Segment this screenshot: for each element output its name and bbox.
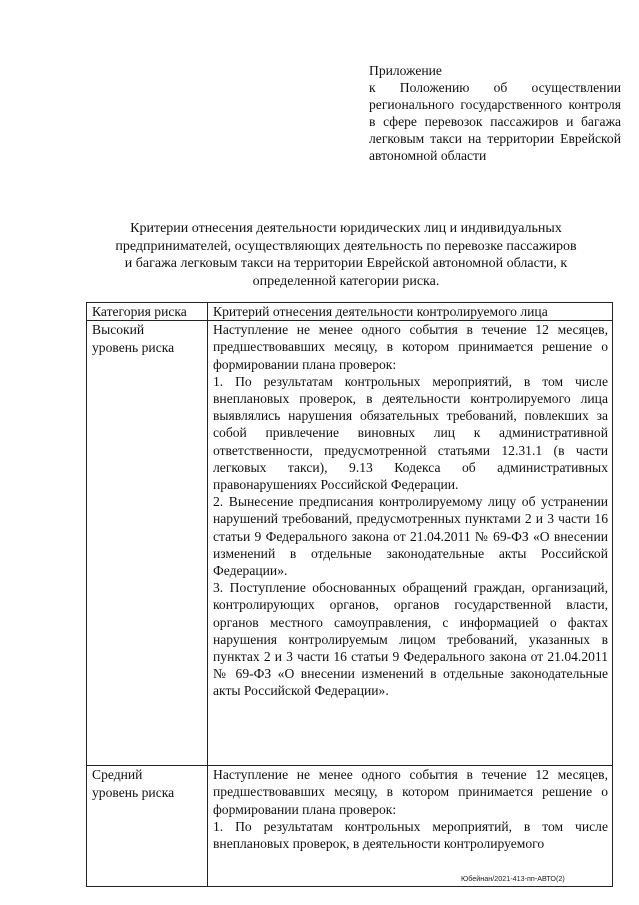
appendix-heading: Приложение bbox=[369, 63, 442, 78]
document-footer-code: Юбейнан/2021-413-пп-АВТО(2) bbox=[461, 874, 565, 883]
document-title bbox=[86, 220, 606, 290]
risk-category-cell bbox=[87, 766, 208, 887]
criterion-intro: Наступление не менее одного события в течение 12 месяцев, предшествовавших месяцу, в котором принимается решение о формировании плана проверок: bbox=[213, 767, 608, 817]
risk-category-cell bbox=[87, 321, 208, 766]
header-criterion: Критерий отнесения деятельности контролируемого лица bbox=[208, 303, 613, 321]
table-row bbox=[87, 321, 613, 766]
table-row bbox=[87, 766, 613, 887]
criterion-item: 3. Поступление обоснованных обращений граждан, организаций, контролирующих органов, органов государственной власти, органов местного самоуправления, с информацией о фактах нарушения контролируемым лицом требований, указанных в пунктах 2 и 3 части 16 статьи 9 Федерального закона от 21.04.2011 № 69-ФЗ «О внесении изменений в отдельные законодательные акты Российской Федерации». bbox=[213, 580, 608, 699]
appendix-text: к Положению об осуществлении регионального государственного контроля в сфере перевозок пассажиров и багажа легковым такси на территории Еврейской автономной области bbox=[369, 80, 621, 163]
header-category: Категория риска bbox=[87, 303, 208, 321]
criterion-item: 2. Вынесение предписания контролируемому лицу об устранении нарушений требований, предусмотренных пунктами 2 и 3 части 16 статьи 9 Федерального закона от 21.04.2011 № 69-ФЗ «О внесении изменений в отдельные законодательные акты Российской Федерации». bbox=[213, 494, 608, 579]
criterion-cell bbox=[208, 766, 613, 887]
risk-category-line: уровень риска bbox=[92, 339, 175, 355]
risk-category-line: Средний bbox=[92, 767, 143, 783]
criterion-item: 1. По результатам контрольных мероприятий, в том числе внеплановых проверок, в деятельности контролируемого bbox=[213, 818, 608, 852]
appendix-block bbox=[369, 62, 621, 164]
table-header-row bbox=[87, 303, 613, 321]
title-line: определенной категории риска. bbox=[252, 273, 440, 289]
title-line: и багажа легковым такси на территории Еврейской автономной области, к bbox=[124, 256, 568, 271]
risk-category-line: Высокий bbox=[92, 322, 145, 338]
criterion-item: 1. По результатам контрольных мероприятий, в том числе внеплановых проверок, в деятельности контролируемого лица выявлялись нарушения обязательных требований, повлекших за собой привлечение виновных лиц к административной ответственности, предусмотренной статьями 12.31.1 (в части легковых такси), 9.13 Кодекса об административных правонарушениях Российской Федерации. bbox=[213, 373, 608, 493]
risk-category-line: уровень риска bbox=[92, 784, 175, 800]
criteria-table bbox=[86, 302, 613, 887]
title-line: предпринимателей, осуществляющих деятельность по перевозке пассажиров bbox=[115, 238, 577, 254]
criterion-intro: Наступление не менее одного события в течение 12 месяцев, предшествовавших месяцу, в котором принимается решение о формировании плана проверок: bbox=[213, 322, 608, 372]
criterion-cell bbox=[208, 321, 613, 766]
title-line: Критерии отнесения деятельности юридических лиц и индивидуальных bbox=[130, 221, 562, 236]
